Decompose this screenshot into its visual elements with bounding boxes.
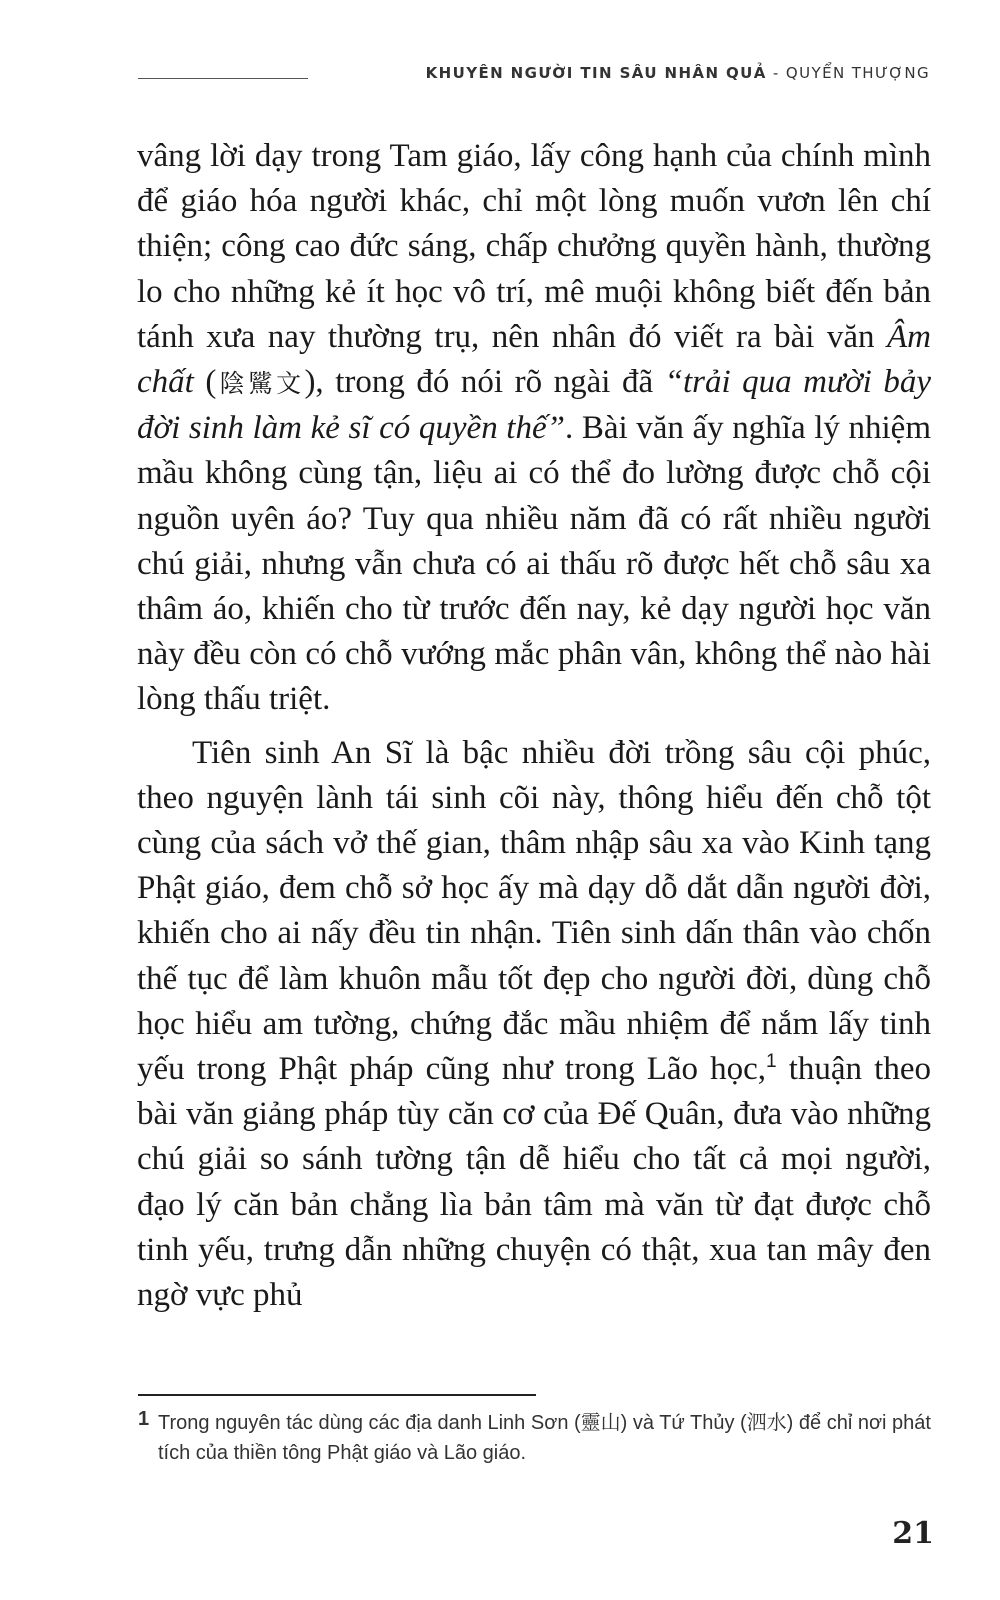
text-run: ) để chỉ nơi phát tích của thiền tông Phật giáo và Lão giáo.	[158, 1412, 931, 1464]
text-run: . Bài văn ấy nghĩa lý nhiệm mầu không cùng tận, liệu ai có thể đo lường được chỗ cội nguồn uyên áo? Tuy qua nhiều năm đã có rất nhiều người chú giải, nhưng vẫn chưa có ai thấu rõ được hết chỗ sâu xa thâm áo, khiến cho từ trước đến nay, kẻ dạy người học văn này đều còn có chỗ vướng mắc phân vân, không thể nào hài lòng thấu triệt.	[137, 410, 931, 718]
footnote-number: 1	[138, 1408, 150, 1430]
text-run: thuận theo bài văn giảng pháp tùy căn cơ của Đế Quân, đưa vào những chú giải so sánh tường tận dễ hiểu cho tất cả mọi người, đạo lý căn bản chẳng lìa bản tâm mà văn từ đạt được chỗ tinh yếu, trưng dẫn những chuyện có thật, xua tan mây đen ngờ vực phủ	[137, 1051, 931, 1314]
work-title: Âm chất	[137, 318, 931, 401]
book-title: KHUYÊN NGƯỜI TIN SÂU NHÂN QUẢ	[425, 64, 767, 82]
chinese-characters: 靈山	[580, 1412, 621, 1434]
footnote	[138, 1408, 934, 1468]
text-run: (	[193, 364, 217, 401]
text-run: ) và Tứ Thủy (	[620, 1412, 747, 1434]
header-separator: -	[766, 64, 786, 82]
footnote-reference[interactable]: 1	[766, 1051, 777, 1073]
chinese-characters: 泗水	[746, 1412, 787, 1434]
paragraph-2	[137, 731, 931, 1319]
footnote-text	[138, 1408, 934, 1468]
header-rule	[138, 78, 308, 79]
page-number: 21	[892, 1516, 934, 1551]
body-text	[137, 134, 931, 1318]
running-header	[138, 58, 930, 88]
footnote-rule	[138, 1394, 536, 1396]
chinese-characters: 陰騭文	[216, 369, 305, 399]
text-run: Tiên sinh An Sĩ là bậc nhiều đời trồng sâu cội phúc, theo nguyện lành tái sinh cõi này, thông hiểu đến chỗ tột cùng của sách vở thế gian, thâm nhập sâu xa vào Kinh tạng Phật giáo, đem chỗ sở học ấy mà dạy dỗ dắt dẫn người đời, khiến cho ai nấy đều tin nhận. Tiên sinh dấn thân vào chốn thế tục để làm khuôn mẫu tốt đẹp cho người đời, dùng chỗ học hiểu am tường, chứng đắc mầu nhiệm để nắm lấy tinh yếu trong Phật pháp cũng như trong Lão học,	[137, 734, 931, 1088]
volume-label: QUYỂN THƯỢNG	[785, 64, 930, 82]
text-run: ), trong đó nói rõ ngài đã	[304, 364, 665, 401]
italic-quote: “trải qua mười bảy đời sinh làm kẻ sĩ có quyền thế”	[137, 364, 931, 447]
header-text	[426, 64, 930, 82]
paragraph-1	[137, 134, 931, 723]
text-run: vâng lời dạy trong Tam giáo, lấy công hạnh của chính mình để giáo hóa người khác, chỉ một lòng muốn vươn lên chí thiện; công cao đức sáng, chấp chưởng quyền hành, thường lo cho những kẻ ít học vô trí, mê muội không biết đến bản tánh xưa nay thường trụ, nên nhân đó viết ra bài văn	[137, 138, 931, 355]
text-run: Trong nguyên tác dùng các địa danh Linh Sơn (	[158, 1412, 581, 1434]
